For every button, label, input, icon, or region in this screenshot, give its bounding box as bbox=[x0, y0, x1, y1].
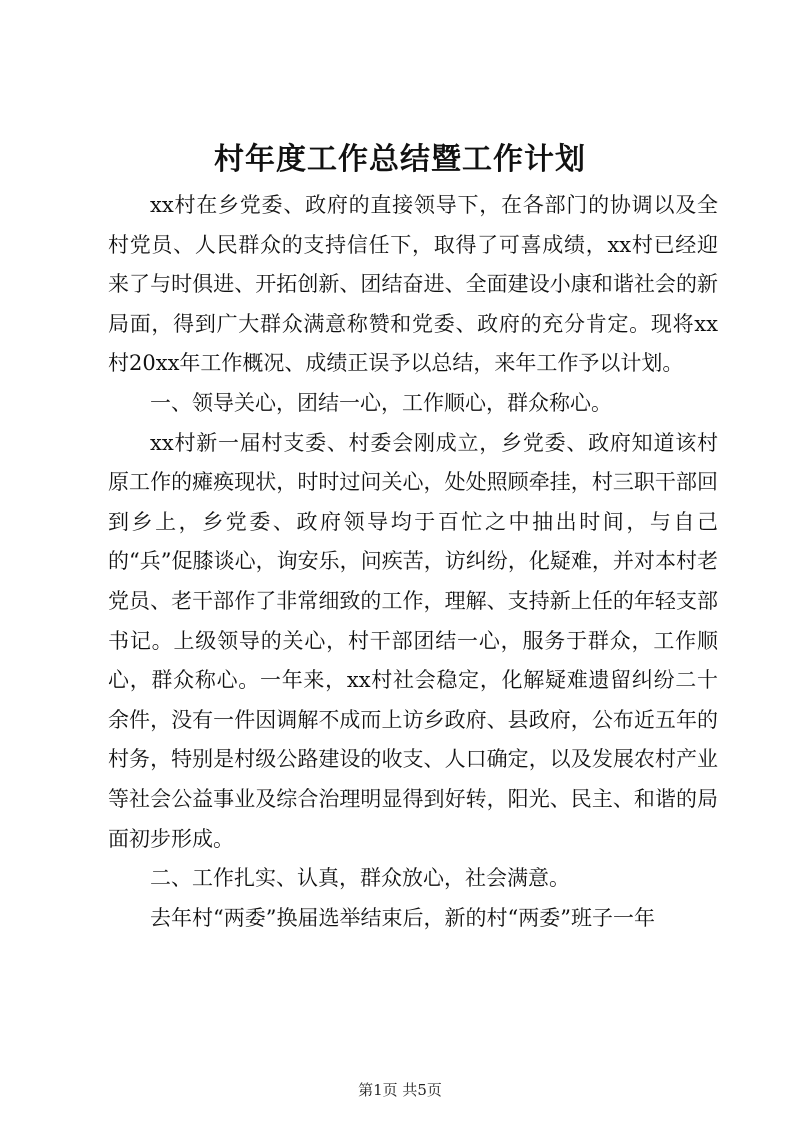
document-title: 村年度工作总结暨工作计划 bbox=[214, 142, 586, 177]
section-heading-1: 一、领导关心，团结一心，工作顺心，群众称心。 bbox=[150, 390, 612, 415]
document-body bbox=[108, 186, 718, 938]
section-heading-2: 二、工作扎实、认真，群众放心，社会满意。 bbox=[150, 866, 570, 891]
paragraph-section-1: xx村新一届村支委、村委会刚成立，乡党委、政府知道该村原工作的瘫痪现状，时时过问关心，处处照顾牵挂，村三职干部回到乡上，乡党委、政府领导均于百忙之中抽出时间，与自己的“兵”促膝谈心，询安乐，问疾苦，访纠纷，化疑难，并对本村老党员、老干部作了非常细致的工作，理解、支持新上任的年轻支部书记。上级领导的关心，村干部团结一心，服务于群众，工作顺心，群众称心。一年来，xx村社会稳定，化解疑难遗留纠纷二十余件，没有一件因调解不成而上访乡政府、县政府，公布近五年的村务，特别是村级公路建设的收支、人口确定，以及发展农村产业等社会公益事业及综合治理明显得到好转，阳光、民主、和谐的局面初步形成。 bbox=[108, 430, 718, 851]
paragraph-intro: xx村在乡党委、政府的直接领导下，在各部门的协调以及全村党员、人民群众的支持信任下，取得了可喜成绩，xx村已经迎来了与时俱进、开拓创新、团结奋进、全面建设小康和谐社会的新局面，得到广大群众满意称赞和党委、政府的充分肯定。现将xx村20xx年工作概况、成绩正误予以总结，来年工作予以计划。 bbox=[108, 193, 718, 376]
paragraph-section-2: 去年村“两委”换届选举结束后，新的村“两委”班子一年 bbox=[150, 905, 655, 930]
page-number-footer: 第1页 共5页 bbox=[358, 1081, 442, 1099]
